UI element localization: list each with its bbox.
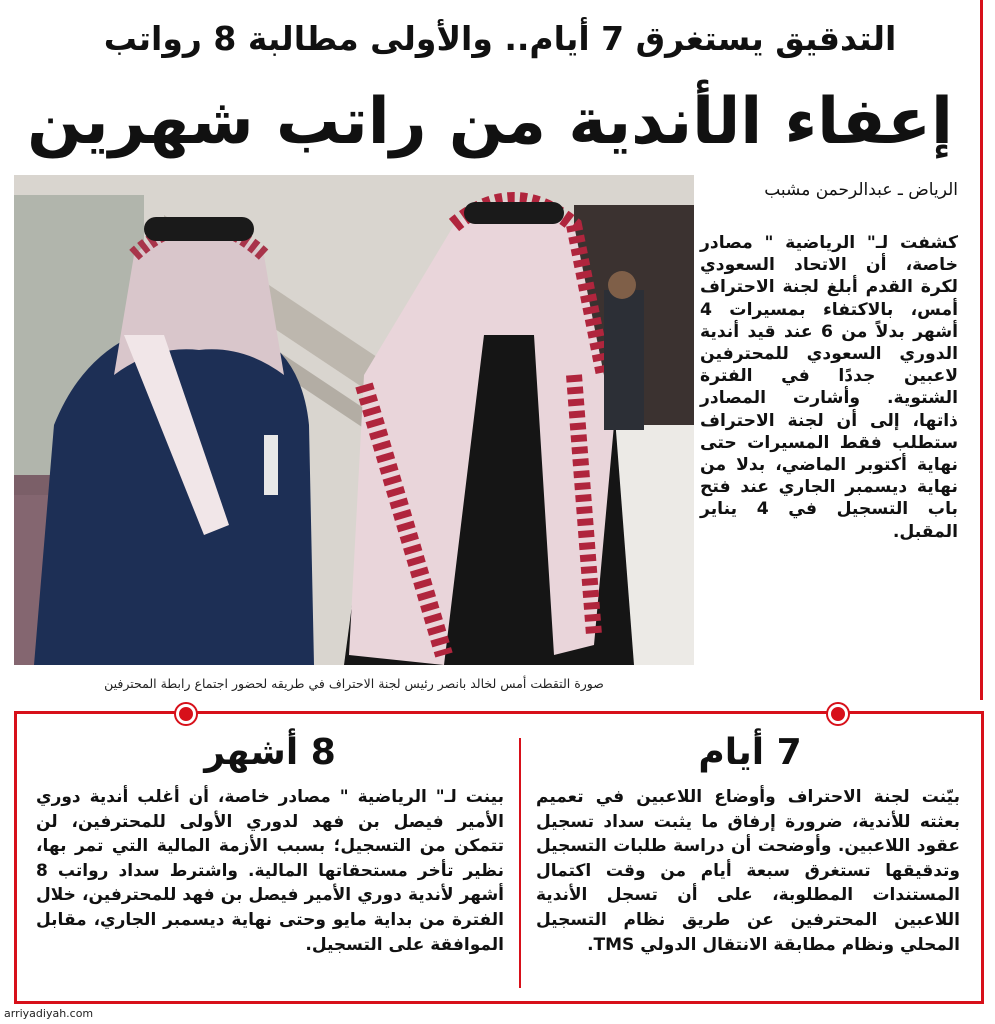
box-left-text: بينت لـ" الرياضية " مصادر خاصة، أن أغلب أندية دوري الأمير فيصل بن فهد لدوري الأولى للمحترفين، لن تتمكن من التسجيل؛ بسبب الأزمة المالية التي تمر بها، نظير تأخر مستحقاتها المالية. واشترط سداد رواتب 8 أشهر لأندية دوري الأمير فيصل بن فهد للمحترفين، خلال الفترة من بداية مايو وحتى نهاية ديسمبر الجاري، مقابل الموافقة على التسجيل. [36, 787, 504, 955]
photo-caption: صورة التقطت أمس لخالد بانصر رئيس لجنة الاحتراف في طريقه لحضور اجتماع رابطة المحترفين [104, 676, 604, 691]
box-right-text: بيّنت لجنة الاحتراف وأوضاع اللاعبين في تعميم بعثته للأندية، ضرورة إرفاق ما يثبت سداد تسجيل عقود اللاعبين. وأوضحت أن دراسة طلبات التسجيل وتدقيقها تستغرق سبعة أيام من وقت اكتمال المستندات المطلوبة، على أن تسجل الأندية اللاعبين المحترفين عن طريق نظام التسجيل المحلي ونظام مطابقة الانتقال الدولي TMS. [536, 787, 960, 955]
box-divider [519, 738, 521, 988]
site-footer: arriyadiyah.com [4, 1007, 94, 1020]
bullet-dot-left [176, 704, 196, 724]
side-rule [980, 0, 983, 700]
box-right-title: 7 أيام [698, 732, 802, 773]
byline: الرياض ـ عبدالرحمن مشبب [764, 180, 958, 200]
bullet-dot-right [828, 704, 848, 724]
main-headline: إعفاء الأندية من راتب شهرين [27, 85, 953, 159]
photo-illustration [14, 175, 694, 665]
kicker-headline: التدقيق يستغرق 7 أيام.. والأولى مطالبة 8 رواتب [103, 19, 897, 58]
news-photo [14, 175, 694, 665]
person-background [604, 271, 644, 430]
article-body: كشفت لـ" الرياضية " مصادر خاصة، أن الاتحاد السعودي لكرة القدم أبلغ لجنة الاحتراف أمس، بالاكتفاء بمسيرات 4 أشهر بدلاً من 6 عند قيد أندية الدوري السعودي للمحترفين لاعبين جددًا في الفترة الشتوية. وأشارت المصادر ذاتها، إلى أن لجنة الاحتراف ستطلب فقط المسيرات حتى نهاية أكتوبر الماضي، بدلا من نهاية ديسمبر الجاري عند فتح باب التسجيل في 4 يناير المقبل. [700, 233, 958, 542]
box-left-title: 8 أشهر [204, 732, 336, 773]
